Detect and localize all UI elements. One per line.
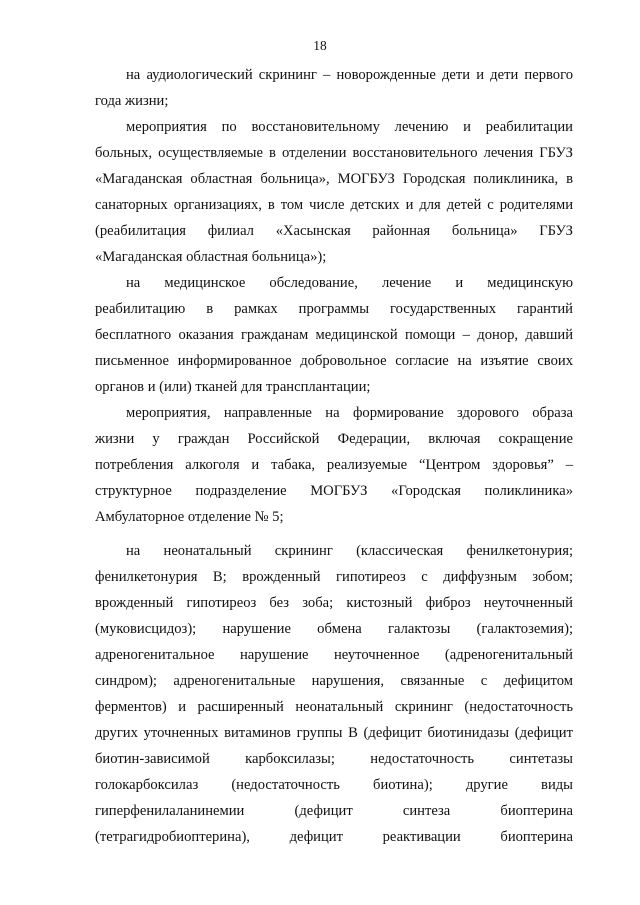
text-line: Амбулаторное отделение № 5; [95, 509, 284, 525]
text-line: на аудиологический скрининг – новорожденные дети и дети первого [126, 67, 573, 83]
text-line: голокарбоксилаз (недостаточность биотина); другие виды [95, 777, 573, 793]
text-line: письменное информированное добровольное согласие на изъятие своих [95, 353, 573, 369]
text-line: санаторных организациях, в том числе детских и для детей с родителями [95, 197, 573, 213]
text-line: жизни у граждан Российской Федерации, включая сокращение [95, 431, 573, 447]
text-line: бесплатного оказания гражданам медицинской помощи – донор, давший [95, 327, 573, 343]
text-line: фенилкетонурия B; врожденный гипотиреоз с диффузным зобом; [95, 569, 573, 585]
text-line: мероприятия по восстановительному лечению и реабилитации [126, 119, 573, 135]
text-line: адреногенитальное нарушение неуточненное (адреногенитальный [95, 647, 573, 663]
text-line: «Магаданская областная больница», МОГБУЗ Городская поликлиника, в [95, 171, 573, 187]
text-line: «Магаданская областная больница»); [95, 249, 327, 265]
text-line: ферментов) и расширенный неонатальный скрининг (недостаточность [95, 699, 573, 715]
text-line: других уточненных витаминов группы B (дефицит биотинидазы (дефицит [95, 725, 573, 741]
text-line: органов и (или) тканей для трансплантации; [95, 379, 371, 395]
text-line: реабилитацию в рамках программы государственных гарантий [95, 301, 573, 317]
text-line: структурное подразделение МОГБУЗ «Городская поликлиника» [95, 483, 573, 499]
text-line: синдром); адреногенитальные нарушения, связанные с дефицитом [95, 673, 573, 689]
page-number: 18 [313, 38, 327, 53]
text-line: врожденный гипотиреоз без зоба; кистозный фиброз неуточненный [95, 595, 573, 611]
text-line: на неонатальный скрининг (классическая фенилкетонурия; [126, 543, 573, 559]
text-line: гиперфенилаланинемии (дефицит синтеза биоптерина [95, 803, 573, 819]
text-line: биотин-зависимой карбоксилазы; недостаточность синтетазы [95, 751, 573, 767]
text-line: года жизни; [95, 93, 169, 109]
text-line: на медицинское обследование, лечение и медицинскую [126, 275, 573, 291]
text-line: больных, осуществляемые в отделении восстановительного лечения ГБУЗ [95, 145, 573, 161]
text-line: (муковисцидоз); нарушение обмена галактозы (галактоземия); [95, 621, 573, 637]
text-line: (реабилитация филиал «Хасынская районная больница» ГБУЗ [95, 223, 573, 239]
text-line: потребления алкоголя и табака, реализуемые “Центром здоровья” – [95, 457, 573, 473]
text-line: мероприятия, направленные на формирование здорового образа [126, 405, 573, 421]
text-line: (тетрагидробиоптерина), дефицит реактивации биоптерина [95, 829, 573, 845]
